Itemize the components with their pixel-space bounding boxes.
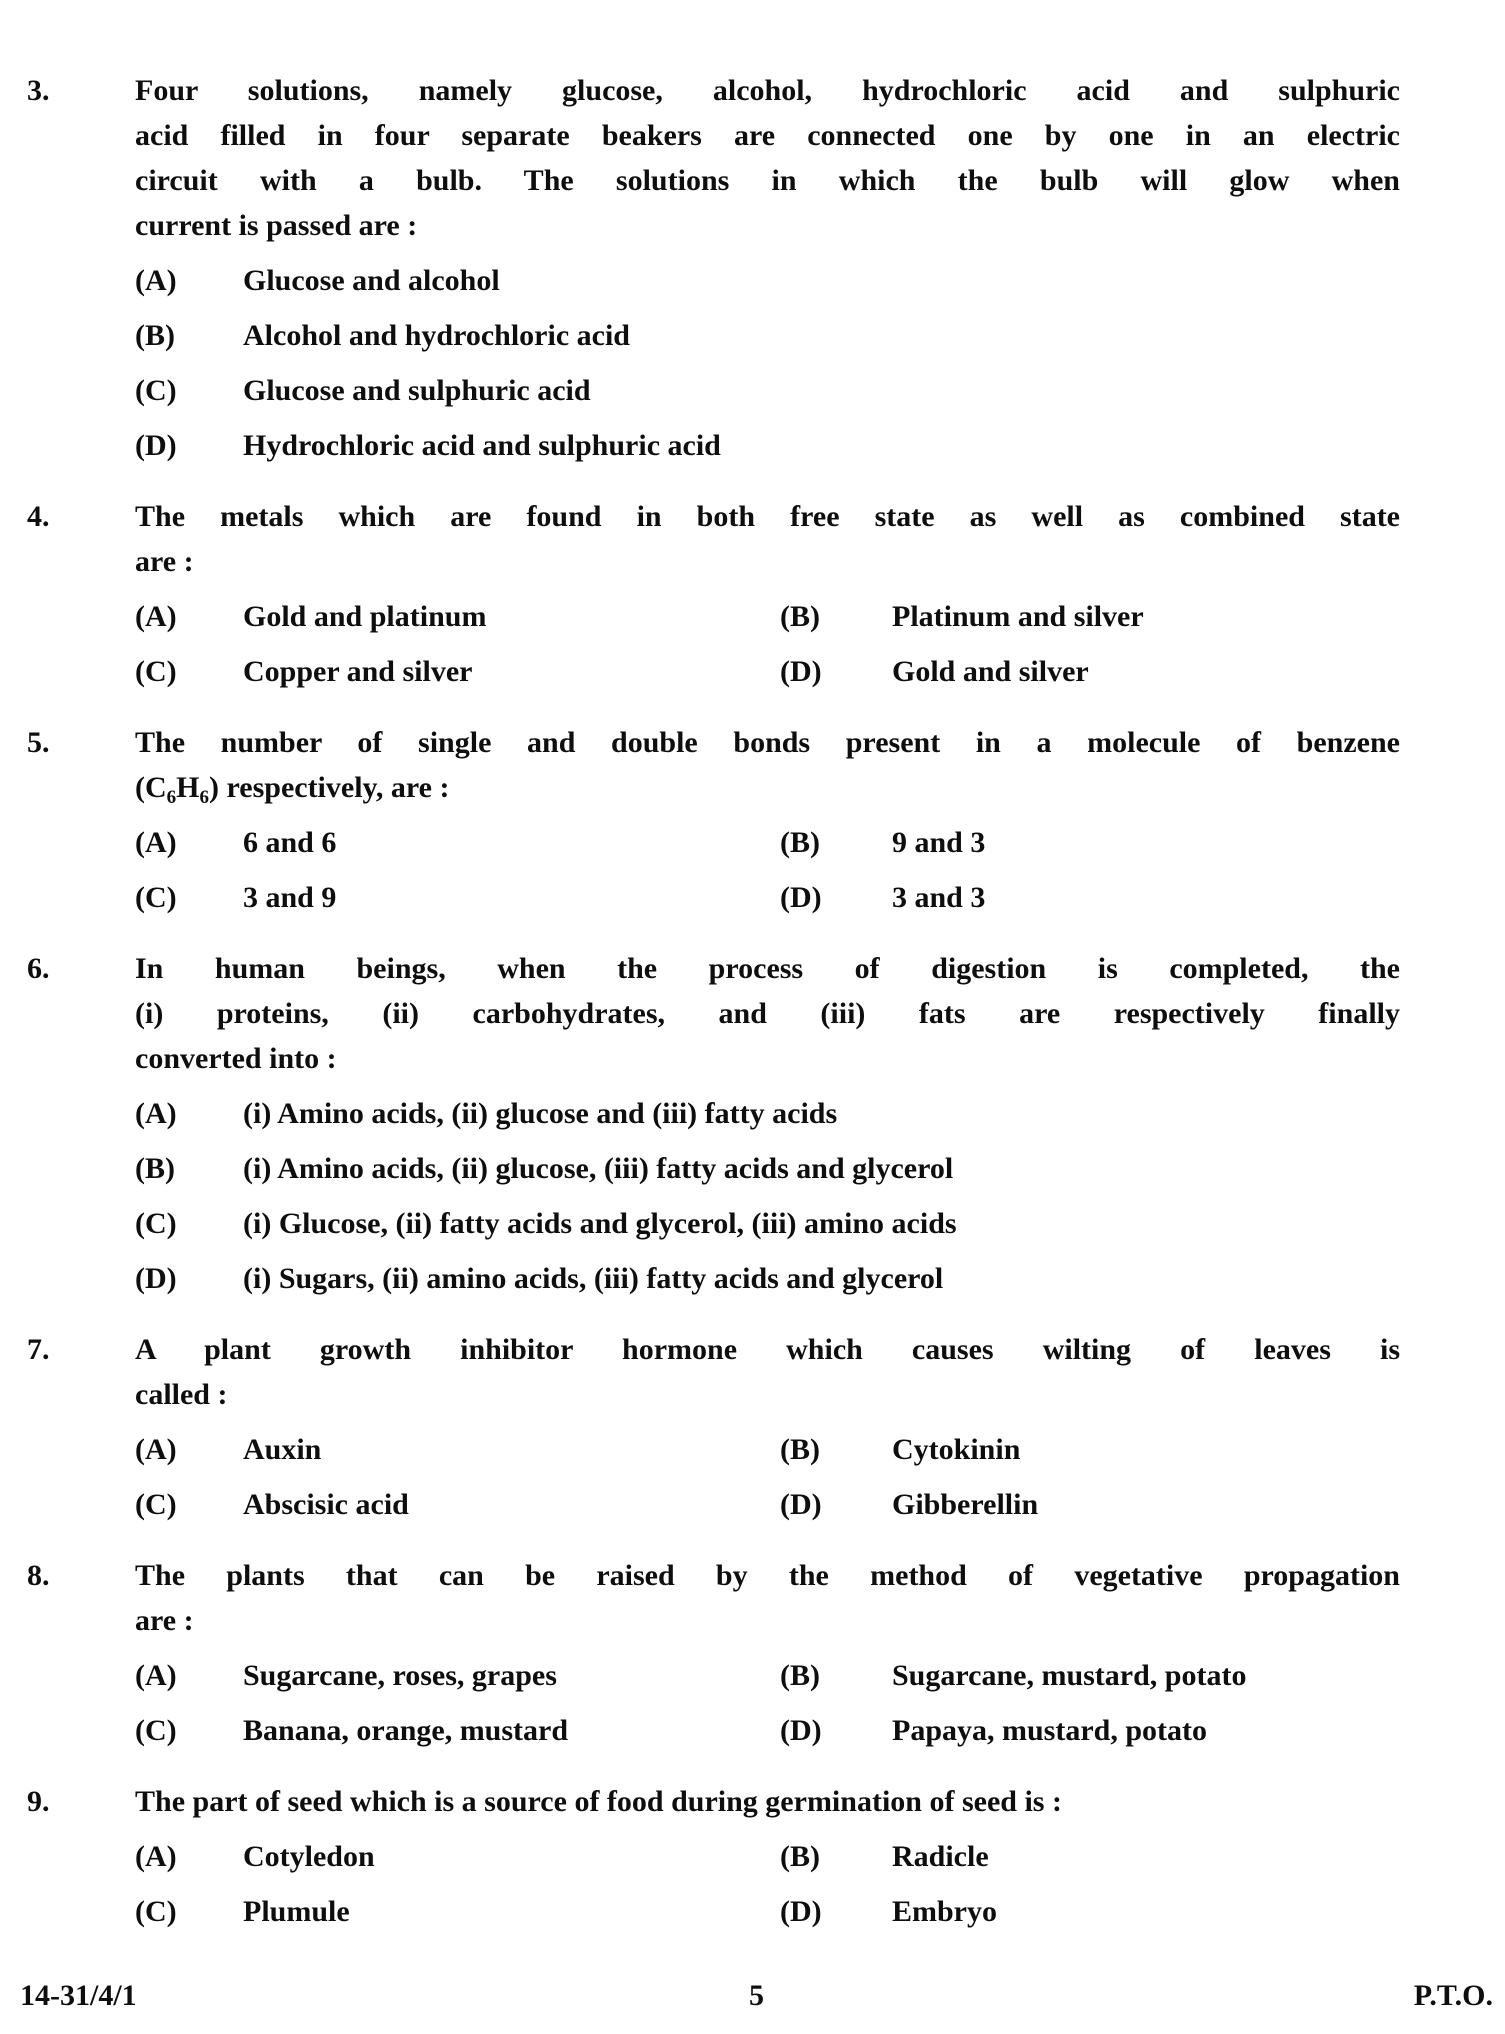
option-text: (i) Sugars, (ii) amino acids, (iii) fatty acids and glycerol	[243, 1262, 944, 1295]
option-text: Banana, orange, mustard	[243, 1714, 569, 1747]
option-row	[135, 1091, 1400, 1136]
option-label: (A)	[135, 600, 177, 633]
option-label: (B)	[780, 826, 820, 859]
option-cell	[135, 875, 780, 920]
option-row	[135, 1427, 1400, 1472]
question-stem-line: The part of seed which is a source of food during germination of seed is :	[135, 1785, 1062, 1818]
question-number: 7.	[27, 1333, 50, 1366]
option-cell	[780, 1889, 1400, 1934]
option-cell	[780, 594, 1400, 639]
question-6	[27, 946, 1400, 1311]
option-row	[135, 368, 1400, 413]
question-stem-line: are :	[135, 545, 194, 578]
option-cell	[135, 594, 780, 639]
option-label: (B)	[135, 319, 175, 352]
question-body	[135, 68, 1400, 478]
option-row	[135, 423, 1400, 468]
option-label: (C)	[135, 374, 177, 407]
option-label: (A)	[135, 1097, 177, 1130]
option-text: Cytokinin	[892, 1433, 1021, 1466]
question-stem-line: The plants that can be raised by the method of vegetative propagation	[135, 1559, 1400, 1592]
question-3	[27, 68, 1400, 478]
question-5	[27, 720, 1400, 930]
option-cell	[780, 649, 1400, 694]
question-4	[27, 494, 1400, 704]
option-label: (C)	[135, 1895, 177, 1928]
option-label: (B)	[780, 600, 820, 633]
option-row	[135, 1653, 1400, 1698]
option-text: Hydrochloric acid and sulphuric acid	[243, 429, 721, 462]
option-row	[135, 1834, 1400, 1879]
option-cell	[135, 1708, 780, 1753]
option-text: Glucose and alcohol	[243, 264, 500, 297]
option-label: (D)	[135, 1262, 177, 1295]
option-text: Platinum and silver	[892, 600, 1144, 633]
question-stem-line: called :	[135, 1378, 228, 1411]
question-number: 9.	[27, 1785, 50, 1818]
question-body	[135, 1553, 1400, 1763]
option-text: (i) Glucose, (ii) fatty acids and glycerol, (iii) amino acids	[243, 1207, 957, 1240]
option-row	[135, 875, 1400, 920]
formula-subscript: 6	[166, 787, 177, 808]
option-cell	[135, 1482, 780, 1527]
question-body	[135, 720, 1400, 930]
question-stem-line: Four solutions, namely glucose, alcohol, hydrochloric acid and sulphuric	[135, 74, 1400, 107]
option-label: (B)	[135, 1152, 175, 1185]
option-text: Embryo	[892, 1895, 997, 1928]
option-label: (D)	[780, 1714, 822, 1747]
option-label: (C)	[135, 1488, 177, 1521]
option-text: Gold and platinum	[243, 600, 487, 633]
option-cell	[780, 1427, 1400, 1472]
formula-text: H	[176, 771, 200, 804]
question-stem-line: converted into :	[135, 1042, 337, 1075]
option-label: (D)	[135, 429, 177, 462]
option-label: (A)	[135, 826, 177, 859]
options-list	[135, 1427, 1400, 1527]
option-label: (C)	[135, 881, 177, 914]
options-list	[135, 594, 1400, 694]
option-text: Copper and silver	[243, 655, 473, 688]
option-row	[135, 1201, 1400, 1246]
question-stem-line: acid filled in four separate beakers are connected one by one in an electric	[135, 119, 1400, 152]
option-text: Glucose and sulphuric acid	[243, 374, 591, 407]
option-text: 3 and 3	[892, 881, 986, 914]
question-number: 6.	[27, 952, 50, 985]
option-label: (D)	[780, 1895, 822, 1928]
option-label: (C)	[135, 1714, 177, 1747]
option-cell	[780, 1653, 1400, 1698]
footer-paper-code: 14-31/4/1	[20, 1979, 137, 2012]
option-text: (i) Amino acids, (ii) glucose, (iii) fatty acids and glycerol	[243, 1152, 954, 1185]
question-number: 3.	[27, 74, 50, 107]
option-label: (B)	[780, 1433, 820, 1466]
question-8	[27, 1553, 1400, 1763]
option-row	[135, 1146, 1400, 1191]
option-label: (B)	[780, 1659, 820, 1692]
option-cell	[780, 820, 1400, 865]
option-text: 6 and 6	[243, 826, 337, 859]
option-row	[135, 313, 1400, 358]
question-stem-line: (i) proteins, (ii) carbohydrates, and (iii) fats are respectively finally	[135, 997, 1400, 1030]
option-cell	[780, 1834, 1400, 1879]
options-list	[135, 1834, 1400, 1934]
question-body	[135, 1779, 1400, 1944]
option-cell	[135, 1653, 780, 1698]
option-text: Abscisic acid	[243, 1488, 409, 1521]
option-label: (A)	[135, 1659, 177, 1692]
option-text: Gibberellin	[892, 1488, 1039, 1521]
option-cell	[135, 820, 780, 865]
option-row	[135, 1708, 1400, 1753]
formula-text: (C	[135, 771, 167, 804]
option-label: (C)	[135, 655, 177, 688]
option-label: (D)	[780, 881, 822, 914]
option-row	[135, 1256, 1400, 1301]
option-cell	[780, 1708, 1400, 1753]
option-text: Sugarcane, roses, grapes	[243, 1659, 557, 1692]
option-text: Radicle	[892, 1840, 989, 1873]
option-row	[135, 649, 1400, 694]
question-number: 5.	[27, 726, 50, 759]
formula-text: ) respectively, are :	[209, 771, 450, 804]
option-text: Sugarcane, mustard, potato	[892, 1659, 1247, 1692]
option-text: Gold and silver	[892, 655, 1089, 688]
question-number: 4.	[27, 500, 50, 533]
options-list	[135, 258, 1400, 468]
footer-page-number: 5	[749, 1979, 764, 2012]
question-stem-line: The metals which are found in both free state as well as combined state	[135, 500, 1400, 533]
option-label: (A)	[135, 1840, 177, 1873]
question-stem-line: circuit with a bulb. The solutions in which the bulb will glow when	[135, 164, 1400, 197]
question-body	[135, 494, 1400, 704]
option-row	[135, 1889, 1400, 1934]
question-7	[27, 1327, 1400, 1537]
option-cell	[780, 1482, 1400, 1527]
question-stem-line: In human beings, when the process of digestion is completed, the	[135, 952, 1400, 985]
formula-subscript: 6	[199, 787, 209, 808]
option-label: (C)	[135, 1207, 177, 1240]
option-text: Papaya, mustard, potato	[892, 1714, 1208, 1747]
option-text: Plumule	[243, 1895, 350, 1928]
page-footer	[0, 1973, 1505, 2034]
option-text: 9 and 3	[892, 826, 986, 859]
option-cell	[135, 649, 780, 694]
options-list	[135, 820, 1400, 920]
option-label: (A)	[135, 1433, 177, 1466]
option-cell	[135, 1834, 780, 1879]
question-stem-line: A plant growth inhibitor hormone which causes wilting of leaves is	[135, 1333, 1400, 1366]
option-row	[135, 594, 1400, 639]
question-number: 8.	[27, 1559, 50, 1592]
option-label: (D)	[780, 1488, 822, 1521]
question-body	[135, 946, 1400, 1311]
question-9	[27, 1779, 1400, 1944]
option-cell	[135, 1889, 780, 1934]
option-text: Alcohol and hydrochloric acid	[243, 319, 630, 352]
question-stem-line: The number of single and double bonds present in a molecule of benzene	[135, 726, 1400, 759]
option-row	[135, 1482, 1400, 1527]
option-text: Auxin	[243, 1433, 322, 1466]
option-label: (D)	[780, 655, 822, 688]
question-stem-line: are :	[135, 1604, 194, 1637]
option-row	[135, 258, 1400, 303]
options-list	[135, 1653, 1400, 1753]
option-text: 3 and 9	[243, 881, 337, 914]
option-text: Cotyledon	[243, 1840, 375, 1873]
option-row	[135, 820, 1400, 865]
question-stem-line: current is passed are :	[135, 209, 418, 242]
option-label: (A)	[135, 264, 177, 297]
footer-pto: P.T.O.	[1413, 1979, 1493, 2012]
question-body	[135, 1327, 1400, 1537]
option-label: (B)	[780, 1840, 820, 1873]
option-cell	[135, 1427, 780, 1472]
option-text: (i) Amino acids, (ii) glucose and (iii) fatty acids	[243, 1097, 838, 1130]
option-cell	[780, 875, 1400, 920]
options-list	[135, 1091, 1400, 1301]
question-stem-line-formula	[135, 765, 1400, 810]
